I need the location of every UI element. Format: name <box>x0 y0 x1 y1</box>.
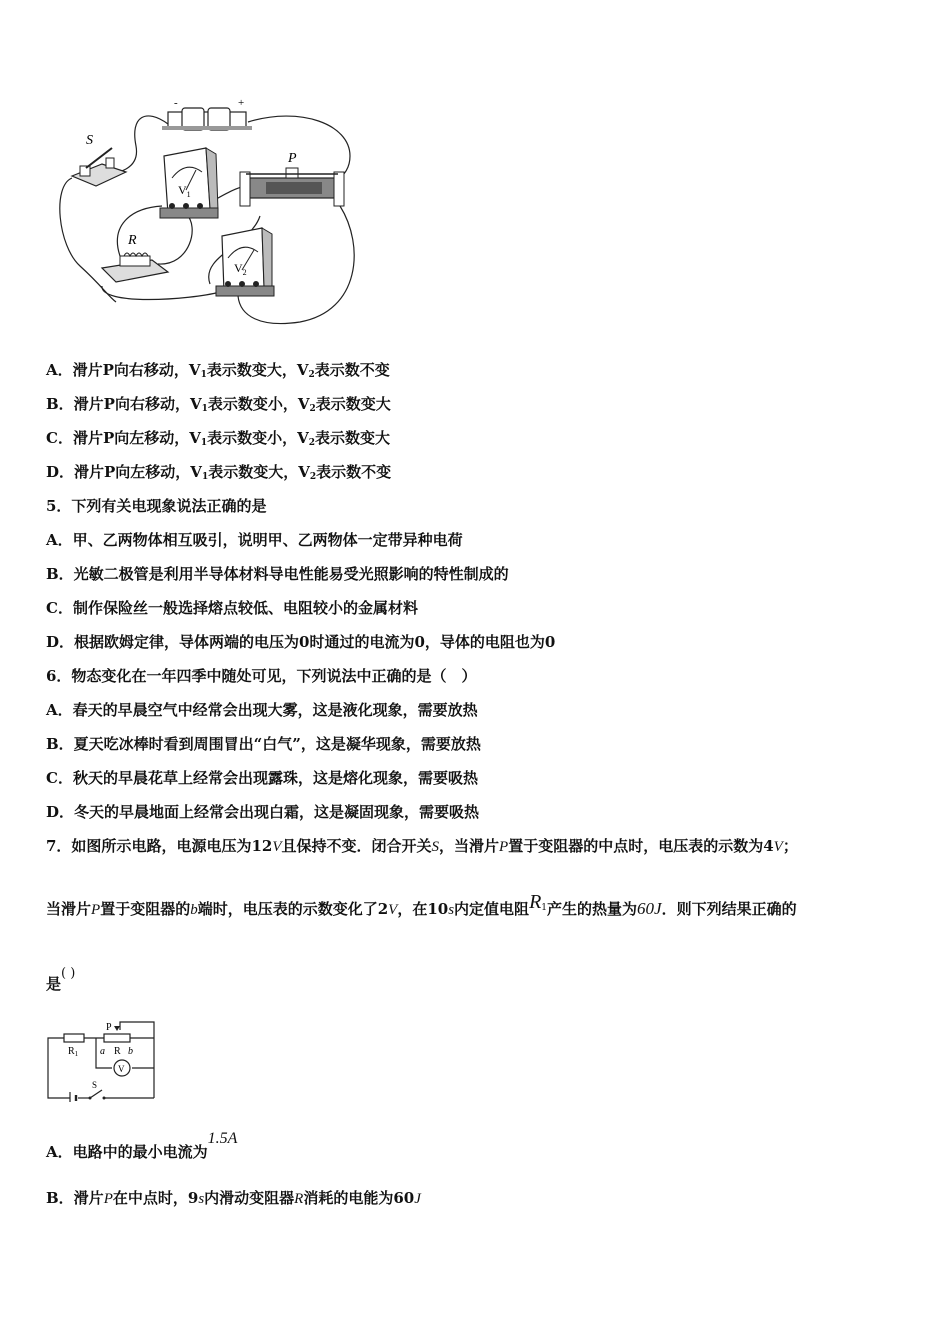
q5-option-d: D．根据欧姆定律，导体两端的电压为0时通过的电流为0，导体的电阻也为0 <box>46 633 556 651</box>
battery <box>162 97 252 130</box>
q7-stem-line1: 7．如图所示电路，电源电压为12V且保持不变．闭合开关S，当滑片P置于变阻器的中点时，电压表的示数为4V； <box>46 837 798 855</box>
resistor-label: R <box>128 233 137 248</box>
b-label: b <box>128 1046 133 1057</box>
circuit-apparatus-figure <box>50 96 370 330</box>
s-label: S <box>92 1080 98 1090</box>
switch-label: S <box>86 133 93 148</box>
wire-v1-r <box>117 206 162 256</box>
r1-resistor <box>64 1034 84 1042</box>
q5-option-b: B．光敏二极管是利用半导体材料导电性能易受光照影响的特性制成的 <box>46 565 509 583</box>
q5-option-a: A．甲、乙两物体相互吸引，说明甲、乙两物体一定带异种电荷 <box>46 531 463 549</box>
q7-option-a: A．电路中的最小电流为1.5A <box>46 1130 238 1161</box>
wire-battery-right <box>248 116 350 180</box>
a-label: a <box>100 1046 105 1057</box>
v-label: V <box>118 1064 125 1074</box>
wire-r-v1 <box>158 214 192 264</box>
q6-option-a: A．春天的早晨空气中经常会出现大雾，这是液化现象，需要放热 <box>46 701 478 719</box>
q7-circuit-diagram <box>44 1018 160 1102</box>
r-rheostat <box>104 1034 130 1042</box>
q5-stem: 5．下列有关电现象说法正确的是 <box>46 497 267 515</box>
v2-label: $V_2$ <box>234 261 247 277</box>
q6-option-c: C．秋天的早晨花草上经常会出现露珠，这是熔化现象，需要吸热 <box>46 769 478 787</box>
q6-option-b: B．夏天吃冰棒时看到周围冒出“白气”，这是凝华现象，需要放热 <box>46 735 481 753</box>
rheostat-p <box>240 151 344 206</box>
switch-s <box>72 133 126 186</box>
voltmeter-v2 <box>216 228 274 296</box>
q5-option-c: C．制作保险丝一般选择熔点较低、电阻较小的金属材料 <box>46 599 418 617</box>
battery-plus-label: + <box>238 97 245 109</box>
q4-option-a: A．滑片P向右移动，$V_1$表示数变大，$V_2$表示数不变 <box>46 361 390 380</box>
q4-option-d: D．滑片P向左移动，$V_1$表示数变大，$V_2$表示数不变 <box>46 463 392 482</box>
q7-stem-line3: 是( ) <box>46 966 76 993</box>
q4-option-b: B．滑片P向右移动，$V_1$表示数变小，$V_2$表示数变大 <box>46 395 391 414</box>
r-label: R <box>114 1046 121 1057</box>
r1-label: $R_1$ <box>68 1046 79 1058</box>
q7-stem-line2: 当滑片P置于变阻器的b端时，电压表的示数变化了2V，在10s内定值电阻$R^1$产生的热量为60J．则下列结果正确的 <box>46 891 797 918</box>
wire-left-loop <box>48 1038 70 1098</box>
rheostat-label: P <box>288 151 297 166</box>
q6-stem: 6．物态变化在一年四季中随处可见，下列说法中正确的是（ ） <box>46 667 477 685</box>
q4-option-c: C．滑片P向左移动，$V_1$表示数变小，$V_2$表示数变大 <box>46 429 391 448</box>
wire-switch-left <box>60 178 116 302</box>
slider-arrow-icon <box>114 1026 120 1031</box>
q7-option-b: B．滑片P在中点时，9s内滑动变阻器R消耗的电能为60J <box>46 1189 421 1207</box>
battery-minus-label: - <box>174 97 178 109</box>
wire-r-bottom <box>102 286 220 300</box>
resistor-r <box>102 233 168 282</box>
v1-label: $V_1$ <box>178 183 191 199</box>
voltmeter-v1 <box>160 148 218 218</box>
switch-blade <box>90 1090 102 1098</box>
p-label: P <box>106 1022 112 1033</box>
q6-option-d: D．冬天的早晨地面上经常会出现白霜，这是凝固现象，需要吸热 <box>46 803 480 821</box>
